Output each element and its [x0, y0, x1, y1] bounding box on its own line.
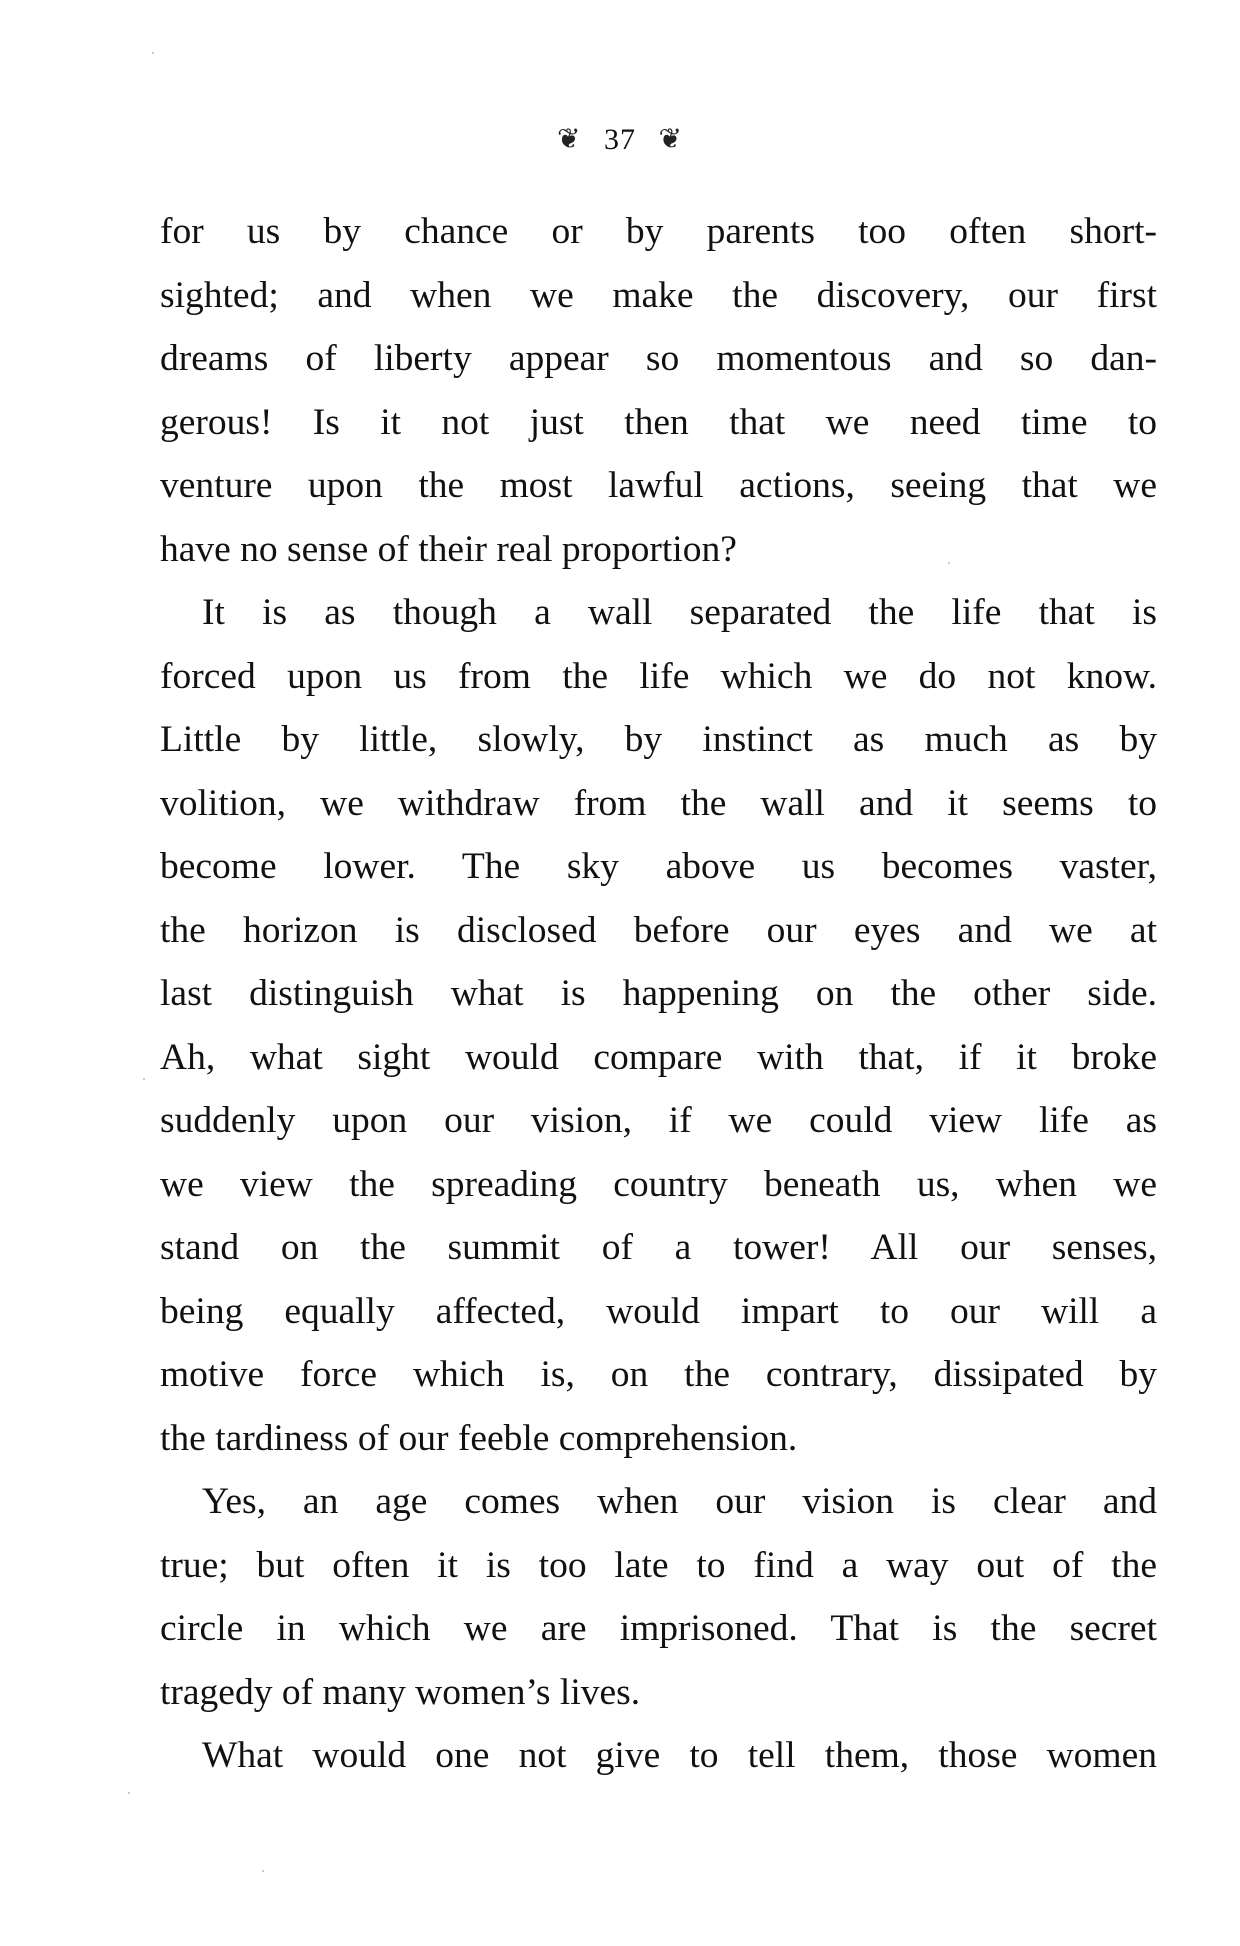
text-line: have no sense of their real proportion?: [160, 528, 737, 570]
text-line: Little by little, slowly, by instinct as much as by: [160, 719, 1157, 760]
left-fleuron-ornament-icon: ❦: [557, 124, 582, 156]
page-number: 37: [604, 123, 636, 157]
text-line: What would one not give to tell them, those women: [202, 1735, 1157, 1776]
text-line: true; but often it is too late to find a way out of the: [160, 1544, 1157, 1586]
paragraph-3: [160, 1470, 1157, 1724]
text-line: the tardiness of our feeble comprehension.: [160, 1417, 798, 1459]
text-line: suddenly upon our vision, if we could view life as: [160, 1100, 1157, 1141]
paragraph-2: [160, 581, 1157, 1470]
text-line: being equally affected, would impart to our will a: [160, 1290, 1157, 1332]
body-text: [160, 200, 1157, 1788]
text-line: Yes, an age comes when our vision is clear and: [202, 1481, 1157, 1522]
text-line: gerous! Is it not just then that we need time to: [160, 401, 1157, 443]
paper-speck: [152, 52, 154, 54]
text-line: tragedy of many women’s lives.: [160, 1671, 641, 1713]
text-line: circle in which we are imprisoned. That is the secret: [160, 1608, 1157, 1649]
text-line: venture upon the most lawful actions, seeing that we: [160, 465, 1157, 506]
text-line: we view the spreading country beneath us, when we: [160, 1163, 1157, 1205]
page-header: [0, 118, 1240, 160]
text-line: Ah, what sight would compare with that, if it broke: [160, 1036, 1157, 1078]
paper-speck: [262, 1870, 264, 1872]
right-fleuron-ornament-icon: ❦: [658, 124, 683, 156]
paper-speck: [948, 562, 950, 564]
text-line: motive force which is, on the contrary, dissipated by: [160, 1354, 1157, 1395]
text-line: the horizon is disclosed before our eyes and we at: [160, 909, 1157, 951]
text-line: forced upon us from the life which we do not know.: [160, 655, 1157, 697]
paragraph-4: [160, 1724, 1157, 1788]
text-line: become lower. The sky above us becomes vaster,: [160, 846, 1157, 887]
text-line: sighted; and when we make the discovery, our first: [160, 274, 1157, 316]
paragraph-1: [160, 200, 1157, 581]
text-line: It is as though a wall separated the life that is: [202, 592, 1157, 633]
paper-speck: [128, 1792, 130, 1794]
text-line: stand on the summit of a tower! All our senses,: [160, 1227, 1157, 1268]
text-line: for us by chance or by parents too often short-: [160, 211, 1157, 252]
text-line: volition, we withdraw from the wall and it seems to: [160, 782, 1157, 824]
text-line: last distinguish what is happening on the other side.: [160, 973, 1157, 1014]
paper-speck: [143, 1078, 145, 1080]
text-line: dreams of liberty appear so momentous and so dan-: [160, 338, 1157, 379]
